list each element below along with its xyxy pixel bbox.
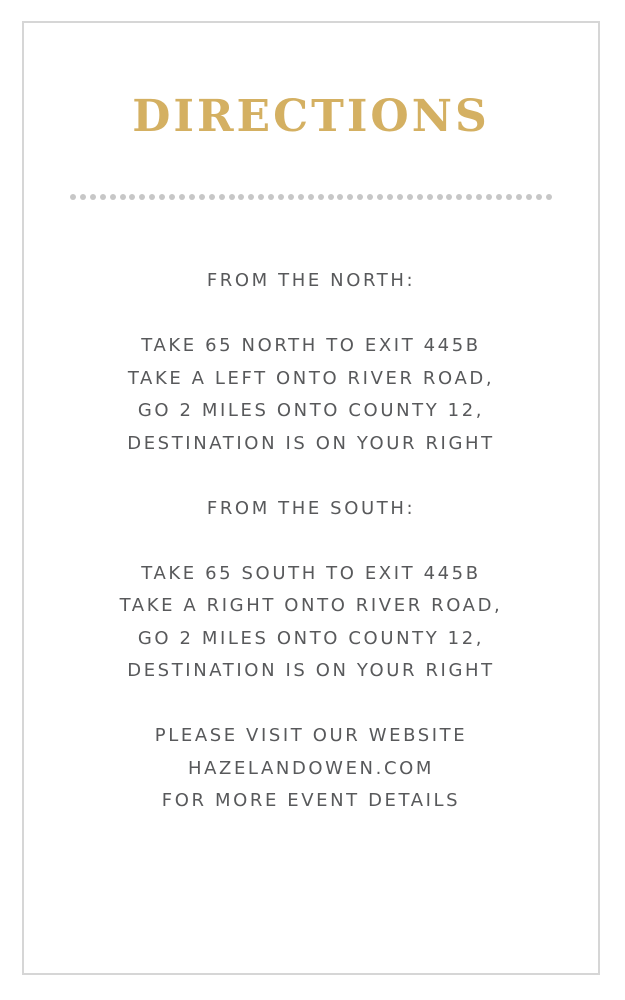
divider-dot [209, 194, 215, 200]
divider-dot [238, 194, 244, 200]
north-line: GO 2 MILES ONTO COUNTY 12, [137, 400, 485, 421]
divider-dot [90, 194, 96, 200]
spacer [24, 460, 598, 493]
divider-dot [179, 194, 185, 200]
divider-dot [110, 194, 116, 200]
divider-dot [308, 194, 314, 200]
divider-dot [446, 194, 452, 200]
card-title: DIRECTIONS [132, 91, 490, 142]
divider-dot [397, 194, 403, 200]
divider-dot [298, 194, 304, 200]
south-line: TAKE A RIGHT ONTO RIVER ROAD, [119, 595, 503, 616]
divider-dot [70, 194, 76, 200]
dotted-divider [70, 194, 552, 200]
south-heading: FROM THE SOUTH: [206, 497, 416, 519]
divider-dot [476, 194, 482, 200]
divider-dot [516, 194, 522, 200]
divider-dot [496, 194, 502, 200]
spacer [24, 688, 598, 721]
divider-dot [318, 194, 324, 200]
south-line: TAKE 65 SOUTH TO EXIT 445B [141, 562, 481, 584]
divider-dot [159, 194, 165, 200]
website-line: PLEASE VISIT OUR WEBSITE [154, 725, 468, 746]
divider-dot [328, 194, 334, 200]
divider-dot [367, 194, 373, 200]
divider-dot [486, 194, 492, 200]
divider-dot [347, 194, 353, 200]
divider-dot [219, 194, 225, 200]
divider-dot [437, 194, 443, 200]
divider-dot [377, 194, 383, 200]
divider-dot [100, 194, 106, 200]
north-line: TAKE A LEFT ONTO RIVER ROAD, [127, 367, 495, 389]
website-url: HAZELANDOWEN.COM [187, 757, 435, 779]
divider-dot [189, 194, 195, 200]
divider-dot [229, 194, 235, 200]
divider-dot [526, 194, 532, 200]
divider-dot [387, 194, 393, 200]
south-line: DESTINATION IS ON YOUR RIGHT [127, 660, 495, 681]
directions-body [24, 265, 598, 818]
divider-dot [120, 194, 126, 200]
north-line: DESTINATION IS ON YOUR RIGHT [127, 432, 495, 454]
divider-dot [466, 194, 472, 200]
divider-dot [169, 194, 175, 200]
divider-dot [268, 194, 274, 200]
divider-dot [258, 194, 264, 200]
divider-dot [278, 194, 284, 200]
divider-dot [536, 194, 542, 200]
divider-dot [357, 194, 363, 200]
north-line: TAKE 65 NORTH TO EXIT 445B [141, 335, 481, 356]
divider-dot [139, 194, 145, 200]
divider-dot [546, 194, 552, 200]
divider-dot [506, 194, 512, 200]
divider-dot [417, 194, 423, 200]
divider-dot [149, 194, 155, 200]
divider-dot [80, 194, 86, 200]
divider-dot [248, 194, 254, 200]
divider-dot [456, 194, 462, 200]
spacer [24, 298, 598, 331]
website-line: FOR MORE EVENT DETAILS [161, 790, 461, 811]
north-heading: FROM THE NORTH: [206, 270, 416, 291]
directions-card [22, 21, 600, 975]
divider-dot [337, 194, 343, 200]
divider-dot [288, 194, 294, 200]
spacer [24, 525, 598, 558]
divider-dot [129, 194, 135, 200]
divider-dot [199, 194, 205, 200]
south-line: GO 2 MILES ONTO COUNTY 12, [137, 627, 485, 649]
divider-dot [427, 194, 433, 200]
divider-dot [407, 194, 413, 200]
